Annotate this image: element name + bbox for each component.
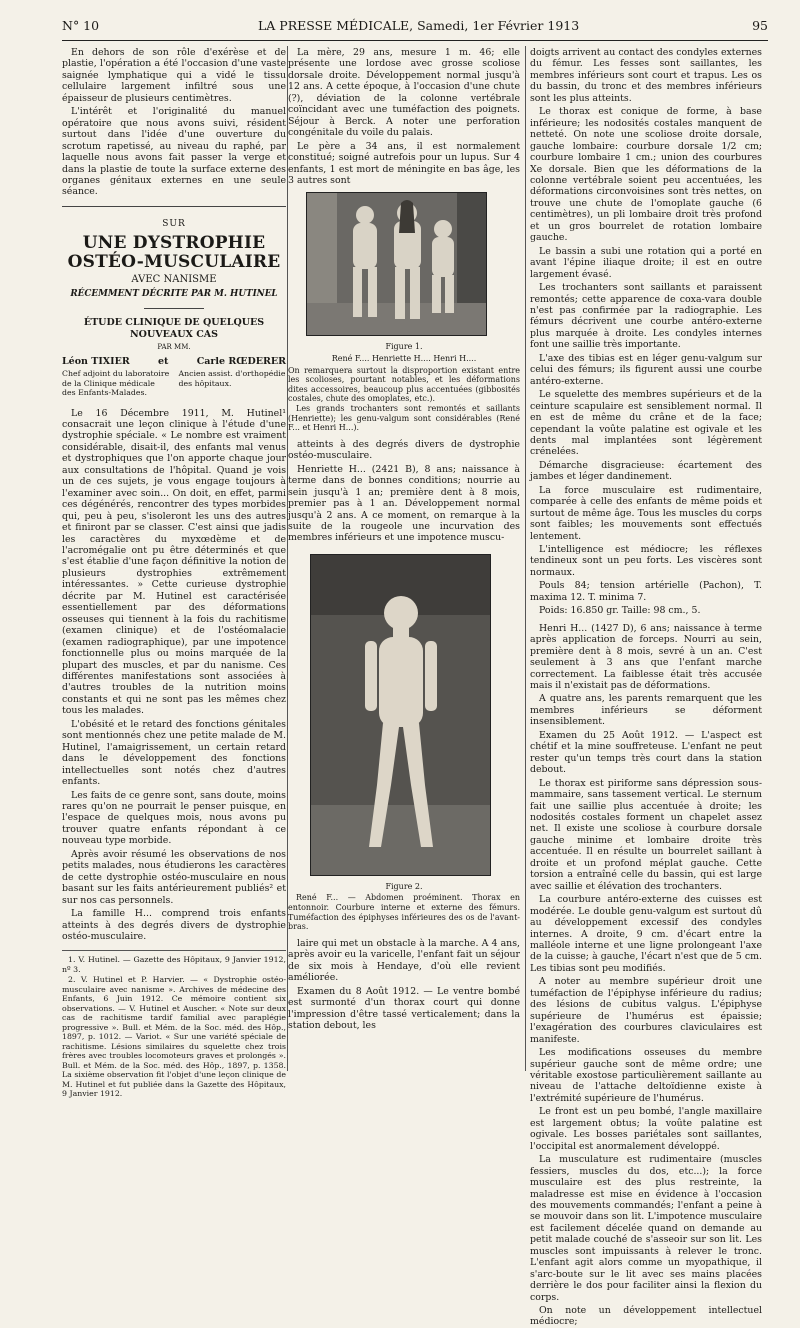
figure-2-caption: [288, 882, 520, 932]
figure-2-photo: [310, 554, 491, 876]
figure-1-photo: [306, 192, 487, 336]
footnote: 1. V. Hutinel. — Gazette des Hôpitaux, 9 Janvier 1912, nº 3.: [62, 955, 286, 974]
header-rule: [62, 40, 768, 41]
caption-text: Les grands trochanters sont remontés et saillants (Henriette); les genu-valgum sont considérables (René F... et Henri H...).: [288, 404, 520, 433]
author-affiliation: Chef adjoint du laboratoire de la Clinique médicale des Enfants-Malades.: [62, 369, 170, 398]
column-1: [62, 47, 286, 1099]
caption-text: René F... — Abdomen proéminent. Thorax en entonnoir. Courbure interne et externe des fémurs. Tuméfaction des épiphyses inférieures des os de l'avant-bras.: [288, 893, 520, 932]
author-conjunction: et: [158, 355, 169, 367]
study-title: ÉTUDE CLINIQUE DE QUELQUES NOUVEAUX CAS: [83, 317, 265, 340]
footnotes: [62, 950, 286, 1099]
title-prefix: SUR: [162, 218, 186, 229]
paragraph: atteints à des degrés divers de dystrophie ostéo-musculaire.: [288, 438, 520, 462]
paragraph: Le front est un peu bombé, l'angle maxillaire est largement obtus; la voûte palatine est ogivale. Les bosses pariétales sont saillantes, l'occipital est anormalement développé.: [530, 1106, 762, 1152]
paragraph: La mère, 29 ans, mesure 1 m. 46; elle présente une lordose avec grosse scoliose dorsale droite. Développement normal jusqu'à 12 ans. A cette époque, à l'occasion d'une chute (?), déviation de la colonne vertébrale coïncidant avec une tuméfaction des poignets. Séjour à Berck. A noter une perforation congénitale du voile du palais.: [288, 47, 520, 139]
paragraph: Les trochanters sont saillants et paraissent remontés; cette apparence de coxa-vara double n'est pas confirmée par la radiographie. Les fémurs décrivent une courbe antéro-externe plus marquée à droite. Les condyles internes font une saillie très importante.: [530, 282, 762, 351]
issue-number: N° 10: [62, 18, 100, 33]
child-standing-photo: [311, 555, 490, 875]
paragraph: En dehors de son rôle d'exérèse et de plastie, l'opération a été l'occasion d'une vaste saignée lymphatique qui a vidé le tissu cellulaire largement infiltré sous une épaisseur de plusieurs centimètres.: [62, 47, 286, 104]
paragraph: Les modifications osseuses du membre supérieur gauche sont de même ordre; une véritable exostose particulièrement saillante au niveau de l'attache deltoïdienne existe à l'extrémité supérieure de l'humérus.: [530, 1047, 762, 1104]
paragraph: Le père a 34 ans, il est normalement constitué; soigné autrefois pour un lupus. Sur 4 enfants, 1 est mort de méningite en bas âge, les 3 autres sont: [288, 140, 520, 186]
paragraph: Henriette H... (2421 B), 8 ans; naissance à terme dans de bonnes conditions; nourrie au sein jusqu'à 1 an; première dent à 8 mois, premier pas à 1 an. Développement normal jusqu'à 2 ans. A ce moment, on remarque à la suite de la rougeole une incurvation des membres inférieurs et une impotence muscu-: [288, 463, 520, 544]
author-name: Carle RŒDERER: [196, 355, 286, 367]
paragraph: A quatre ans, les parents remarquent que les membres inférieurs se déforment insensiblement.: [530, 693, 762, 728]
paragraph: Pouls 84; tension artérielle (Pachon), T. maxima 12. T. minima 7.: [530, 580, 762, 603]
figure-1-title: Figure 1.: [385, 342, 423, 352]
article-title: UNE DYSTROPHIE OSTÉO-MUSCULAIRE: [67, 233, 281, 273]
paragraph: La famille H... comprend trois enfants atteints à des degrés divers de dystrophie ostéo-musculaire.: [62, 908, 286, 942]
running-header: [62, 16, 768, 38]
three-children-photo: [307, 193, 486, 335]
affiliations: [62, 369, 286, 398]
paragraph: L'intérêt et l'originalité du manuel opératoire que nous avons suivi, résident surtout dans l'idée d'une ouverture du scrotum rapetissé, au niveau du raphé, par laquelle nous avons fait passer la verge et dans la plastie de toute la surface externe des organes génitaux externes en une seule séance.: [62, 106, 286, 198]
by-label: PAR MM.: [157, 343, 191, 352]
paragraph: Le thorax est conique de forme, à base inférieure; les nodosités costales manquent de netteté. On note une scoliose droite dorsale, gauche lombaire: courbure dorsale 1/2 cm; courbure lombaire 1 cm.; union des courbures Xe dorsale. Bien que les déformations de la colonne vertébrale soient peu accentuées, les déformations circonvoisines sont très nettes, on trouve une chute de l'omoplate gauche (6 centimètres), un pli lombaire droit très profond et un gros bourrelet de rotation lombaire gauche.: [530, 106, 762, 244]
column-divider: [525, 46, 526, 1071]
figure-2-title: Figure 2.: [385, 881, 423, 891]
article-attribution: RÉCEMMENT DÉCRITE PAR M. HUTINEL: [70, 288, 278, 299]
paragraph: Le squelette des membres supérieurs et de la ceinture scapulaire est sensiblement normal. Il en est de même du crâne et de la face; cependant la voûte palatine est ogivale et les dents mal implantées sont légèrement crénelées.: [530, 389, 762, 458]
authors: [62, 356, 286, 367]
paragraph: L'axe des tibias est en léger genu-valgum sur celui des fémurs; ils figurent aussi une courbe antéro-externe.: [530, 352, 762, 387]
footnote: 2. V. Hutinel et P. Harvier. — « Dystrophie ostéo-musculaire avec nanisme ». Archives de médecine des Enfants, 6 Juin 1912. Ce mémoire contient six observations. — V. Hutinel et Auscher. « Note sur deux cas de rachitisme tardif familial avec paraplégie progressive ». Bull. et Mém. de la Soc. méd. des Hôp., 1897, p. 1012. — Variot. « Sur une variété spéciale de rachitisme. Lésions similaires du squelette chez trois frères avec troubles locomoteurs graves et prolongés ». Bull. et Mém. de la Soc. méd. des Hôp., 1897, p. 1358. La sixième observation fit l'objet d'une leçon clinique de M. Hutinel et fut publiée dans la Gazette des Hôpitaux, 9 Janvier 1912.: [62, 975, 286, 1099]
figure-1-caption: [288, 342, 520, 432]
paragraph: Examen du 8 Août 1912. — Le ventre bombé est surmonté d'un thorax court qui donne l'impression d'être tassé verticalement; dans la station debout, les: [288, 985, 520, 1031]
article-title-block: [62, 206, 286, 398]
paragraph: Après avoir résumé les observations de nos petits malades, nous étudierons les caractères de cette dystrophie ostéo-musculaire en nous basant sur les faits antérieurement publiés² et sur nos cas personnels.: [62, 848, 286, 906]
column-2: [288, 47, 520, 1072]
paragraph: laire qui met un obstacle à la marche. A 4 ans, après avoir eu la varicelle, l'enfant fait un séjour de six mois à Hendaye, d'où elle revient améliorée.: [288, 937, 520, 984]
paragraph: On note un développement intellectuel médiocre;: [530, 1305, 762, 1328]
paragraph: L'intelligence est médiocre; les réflexes tendineux sont un peu forts. Les viscères sont normaux.: [530, 544, 762, 578]
paragraph: Le 16 Décembre 1911, M. Hutinel¹ consacrait une leçon clinique à l'étude d'une dystrophie spéciale. « Le nombre est vraiment considérable, disait-il, des enfants mal venus et dystrophiques que l'on apporte chaque jour aux consultations de l'hôpital. Quand je vois un de ces sujets, je vous engage toujours à l'examiner avec soin... On doit, en effet, parmi ces dégénérés, rencontrer des types morbides qui, peu à peu, s'isoleront les uns des autres et finiront par se classer. C'est ainsi que jadis les caractères du myxœdème et de l'acromégalie ont pu être déterminés et que s'est établie d'une façon définitive la notion de plusieurs dystrophies extrêmement intéressantes. » Cette curieuse dystrophie décrite par M. Hutinel est caractérisée essentiellement par des déformations osseuses qui tiennent à la fois du rachitisme (examen clinique) et de l'ostéomalacie (examen radiographique), par une impotence fonctionnelle plus ou moins marquée de la plupart des muscles, et par du nanisme. Ces différentes manifestations sont associées à d'autres troubles de la nutrition moins constants et qui ne sont pas les mêmes chez tous les malades.: [62, 407, 286, 717]
paragraph: Poids: 16.850 gr. Taille: 98 cm., 5.: [539, 605, 701, 617]
paragraph: Les faits de ce genre sont, sans doute, moins rares qu'on ne pourrait le penser puisque, en l'espace de quelques mois, nous avons pu trouver quatre enfants répondant à ce nouveau type morbide.: [62, 789, 286, 847]
caption-text: On remarquera surtout la disproportion existant entre les scolioses, pourtant notables, et les déformations dites accessoires, beaucoup plus accentuées (gibbosités costales, chute des omoplates, etc.).: [288, 365, 520, 404]
article-subtitle: AVEC NANISME: [131, 274, 217, 286]
paragraph: doigts arrivent au contact des condyles externes du fémur. Les fesses sont saillantes, les membres inférieurs sont court et trapus. Les os du bassin, du tronc et des membres inférieurs sont les plus atteints.: [530, 47, 762, 104]
paragraph: L'obésité et le retard des fonctions génitales sont mentionnés chez une petite malade de M. Hutinel, l'amaigrissement, un certain retard dans le développement des fonctions intellectuelles sont notés chez d'autres enfants.: [62, 718, 286, 788]
figure-1-names: René F.... Henriette H.... Henri H....: [331, 354, 477, 364]
paragraph: Henri H... (1427 D), 6 ans; naissance à terme après application de forceps. Nourri au sein, première dent à 8 mois, sevré à un an. C'est seulement à 3 ans que l'enfant marche correctement. La faiblesse était très accusée mais il n'existait pas de déformations.: [530, 622, 762, 692]
author-affiliation: Ancien assist. d'orthopédie des hôpitaux.: [178, 369, 286, 388]
journal-title: LA PRESSE MÉDICALE, Samedi, 1er Février 1913: [258, 18, 580, 33]
paragraph: La courbure antéro-externe des cuisses est modérée. Le double genu-valgum est surtout dû au développement excessif des condyles internes. A droite, 9 cm. d'écart entre la malléole interne et une ligne prolongeant l'axe de la cuisse; à gauche, l'écart n'est que de 5 cm. Les tibias sont peu modifiés.: [530, 894, 762, 974]
paragraph: Le thorax est piriforme sans dépression sous-mammaire, sans tassement vertical. Le sternum fait une saillie plus accentuée à droite; les nodosités costales forment un chapelet assez net. Il existe une scoliose à courbure dorsale gauche minime et lombaire droite très accentuée. Il en résulte un bourrelet saillant à droite et un profond méplat gauche. Cette torsion a entraîné celle du bassin, qui est large avec saillie et élévation des trochanters.: [530, 777, 762, 892]
author-name: Léon TIXIER: [62, 355, 130, 367]
title-divider: [144, 308, 204, 309]
column-3: [530, 47, 762, 1328]
paragraph: La force musculaire est rudimentaire, comparée à celle des enfants de même poids et surtout de même âge. Tous les muscles du corps sont faibles; les mouvements sont effectués lentement.: [530, 484, 762, 542]
paragraph: A noter au membre supérieur droit une tuméfaction de l'épiphyse inférieure du radius; des lésions de cubitus valgus. L'épiphyse supérieure de l'humérus est épaissie; l'exagération des courbures claviculaires est manifeste.: [530, 976, 762, 1045]
page-number: 95: [752, 18, 768, 33]
paragraph: La musculature est rudimentaire (muscles fessiers, muscles du dos, etc...); la force musculaire est des plus restreinte, la maladresse est mise en évidence à l'occasion des mouvements commandés; l'enfant a peine à se mouvoir dans son lit. L'impotence musculaire est facilement décelée quand on demande au petit malade couché de s'asseoir sur son lit. Les muscles sont impuissants à relever le tronc. L'enfant agit alors comme un myopathique, il s'arc-boute sur le lit avec ses mains placées derrière le dos pour faciliter ainsi la flexion du corps.: [530, 1154, 762, 1303]
paragraph: Le bassin a subi une rotation qui a porté en avant l'épine iliaque droite; il est en outre largement évasé.: [530, 245, 762, 280]
paragraph: Examen du 25 Août 1912. — L'aspect est chétif et la mine souffreteuse. L'enfant ne peut rester qu'un temps très court dans la station debout.: [530, 729, 762, 776]
paragraph: Démarche disgracieuse: écartement des jambes et léger dandinement.: [530, 459, 762, 483]
